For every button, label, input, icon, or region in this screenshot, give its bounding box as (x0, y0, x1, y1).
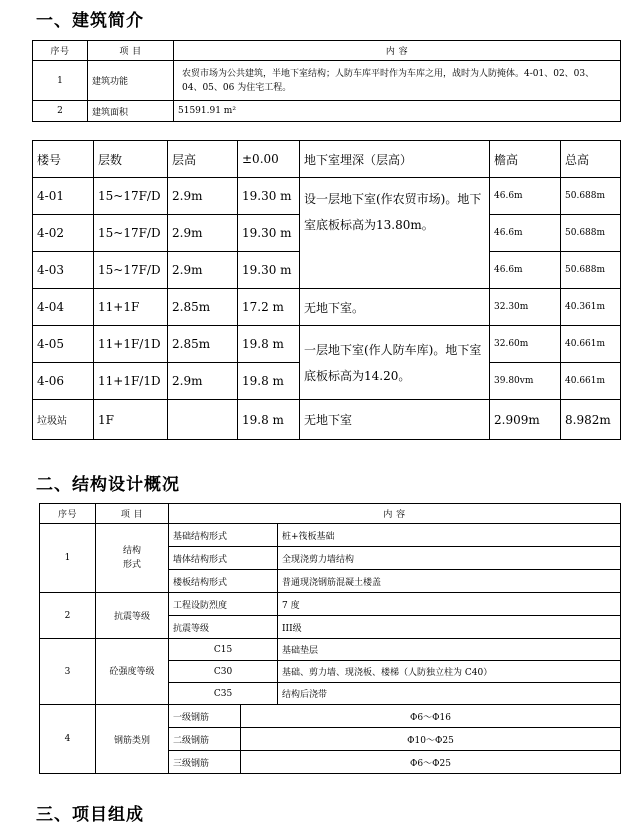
cell: 楼板结构形式 (169, 570, 278, 593)
cell: Φ6～Φ16 (241, 705, 621, 728)
cell: 11+1F/1D (94, 326, 168, 363)
header-cell: 楼号 (33, 141, 94, 178)
table-row (40, 593, 621, 616)
cell: 3 (40, 639, 96, 705)
cell: 46.6m (490, 215, 561, 252)
cell: C15 (169, 639, 278, 661)
building-table (32, 140, 621, 440)
header-cell: 序号 (33, 41, 88, 61)
cell: 19.8 m (238, 400, 300, 440)
cell (168, 400, 238, 440)
cell: 建筑面积 (88, 101, 174, 122)
cell: 50.688m (561, 252, 621, 289)
cell: 2.9m (168, 363, 238, 400)
cell: 19.30 m (238, 178, 300, 215)
cell: 结构 形式 (96, 524, 169, 593)
cell: 46.6m (490, 252, 561, 289)
table-row (33, 289, 621, 326)
table-row (40, 639, 621, 661)
cell: 建筑功能 (88, 61, 174, 101)
cell: 2.9m (168, 178, 238, 215)
cell: 基础、剪力墙、现浇板、楼梯（人防独立柱为 C40） (278, 661, 621, 683)
cell: 4-04 (33, 289, 94, 326)
cell: 15~17F/D (94, 252, 168, 289)
cell: 32.60m (490, 326, 561, 363)
basement-cell: 无地下室 (300, 400, 490, 440)
header-cell: 总高 (561, 141, 621, 178)
cell: 32.30m (490, 289, 561, 326)
cell: 2 (33, 101, 88, 122)
cell: 工程设防烈度 (169, 593, 278, 616)
table-header-row (33, 41, 621, 61)
cell: 抗震等级 (169, 616, 278, 639)
cell: 51591.91 m² (174, 101, 621, 122)
header-cell: 层高 (168, 141, 238, 178)
cell: 40.661m (561, 363, 621, 400)
basement-cell: 无地下室。 (300, 289, 490, 326)
cell: 40.361m (561, 289, 621, 326)
table-row (33, 326, 621, 363)
cell: 4 (40, 705, 96, 774)
header-cell: 项 目 (96, 504, 169, 524)
basement-cell: 设一层地下室(作农贸市场)。地下室底板标高为13.80m。 (300, 178, 490, 289)
cell: 1F (94, 400, 168, 440)
structure-table (39, 503, 621, 774)
cell: Φ10～Φ25 (241, 728, 621, 751)
table-row (33, 61, 621, 101)
cell: III级 (278, 616, 621, 639)
cell: 2.9m (168, 215, 238, 252)
cell: 4-03 (33, 252, 94, 289)
cell: 50.688m (561, 215, 621, 252)
cell: C35 (169, 683, 278, 705)
table-row (40, 524, 621, 547)
intro-table (32, 40, 621, 122)
cell: 结构后浇带 (278, 683, 621, 705)
cell: 4-01 (33, 178, 94, 215)
cell: 11+1F (94, 289, 168, 326)
cell: 2.85m (168, 326, 238, 363)
header-cell: ±0.00 (238, 141, 300, 178)
cell: 4-02 (33, 215, 94, 252)
cell: 7 度 (278, 593, 621, 616)
table-header-row (33, 141, 621, 178)
cell: 普通现浇钢筋混凝土楼盖 (278, 570, 621, 593)
cell: 2.909m (490, 400, 561, 440)
cell: 墙体结构形式 (169, 547, 278, 570)
cell: 4-06 (33, 363, 94, 400)
cell: 46.6m (490, 178, 561, 215)
cell: 全现浇剪力墙结构 (278, 547, 621, 570)
header-cell: 层数 (94, 141, 168, 178)
header-cell: 内 容 (174, 41, 621, 61)
section-heading-1: 一、建筑简介 (36, 11, 144, 31)
header-cell: 内 容 (169, 504, 621, 524)
header-cell: 檐高 (490, 141, 561, 178)
cell: 一级钢筋 (169, 705, 241, 728)
cell: 17.2 m (238, 289, 300, 326)
cell: 基础结构形式 (169, 524, 278, 547)
table-row (33, 101, 621, 122)
cell: 19.30 m (238, 215, 300, 252)
cell: 农贸市场为公共建筑，半地下室结构；人防车库平时作为车库之用，战时为人防掩体。4-01、02、03、04、05、06 为住宅工程。 (174, 61, 621, 101)
cell: 15~17F/D (94, 215, 168, 252)
cell: 4-05 (33, 326, 94, 363)
table-row (33, 400, 621, 440)
header-cell: 地下室埋深（层高） (300, 141, 490, 178)
table-row (40, 705, 621, 728)
cell: 2.9m (168, 252, 238, 289)
cell: 钢筋类别 (96, 705, 169, 774)
cell: Φ6～Φ25 (241, 751, 621, 774)
cell: C30 (169, 661, 278, 683)
section-heading-3: 三、项目组成 (36, 805, 144, 825)
cell: 19.30 m (238, 252, 300, 289)
cell: 1 (33, 61, 88, 101)
cell: 桩+筏板基础 (278, 524, 621, 547)
section-heading-2: 二、结构设计概况 (36, 475, 180, 495)
table-row (33, 178, 621, 215)
cell: 15~17F/D (94, 178, 168, 215)
header-cell: 序号 (40, 504, 96, 524)
cell: 50.688m (561, 178, 621, 215)
cell: 二级钢筋 (169, 728, 241, 751)
cell: 19.8 m (238, 326, 300, 363)
cell: 三级钢筋 (169, 751, 241, 774)
cell: 2 (40, 593, 96, 639)
cell: 砼强度等级 (96, 639, 169, 705)
basement-cell: 一层地下室(作人防车库)。地下室底板标高为14.20。 (300, 326, 490, 400)
cell: 8.982m (561, 400, 621, 440)
cell: 1 (40, 524, 96, 593)
cell: 40.661m (561, 326, 621, 363)
cell: 垃圾站 (33, 400, 94, 440)
cell: 39.80vm (490, 363, 561, 400)
cell: 11+1F/1D (94, 363, 168, 400)
header-cell: 项 目 (88, 41, 174, 61)
table-header-row (40, 504, 621, 524)
cell: 19.8 m (238, 363, 300, 400)
cell: 2.85m (168, 289, 238, 326)
cell: 基础垫层 (278, 639, 621, 661)
cell: 抗震等级 (96, 593, 169, 639)
